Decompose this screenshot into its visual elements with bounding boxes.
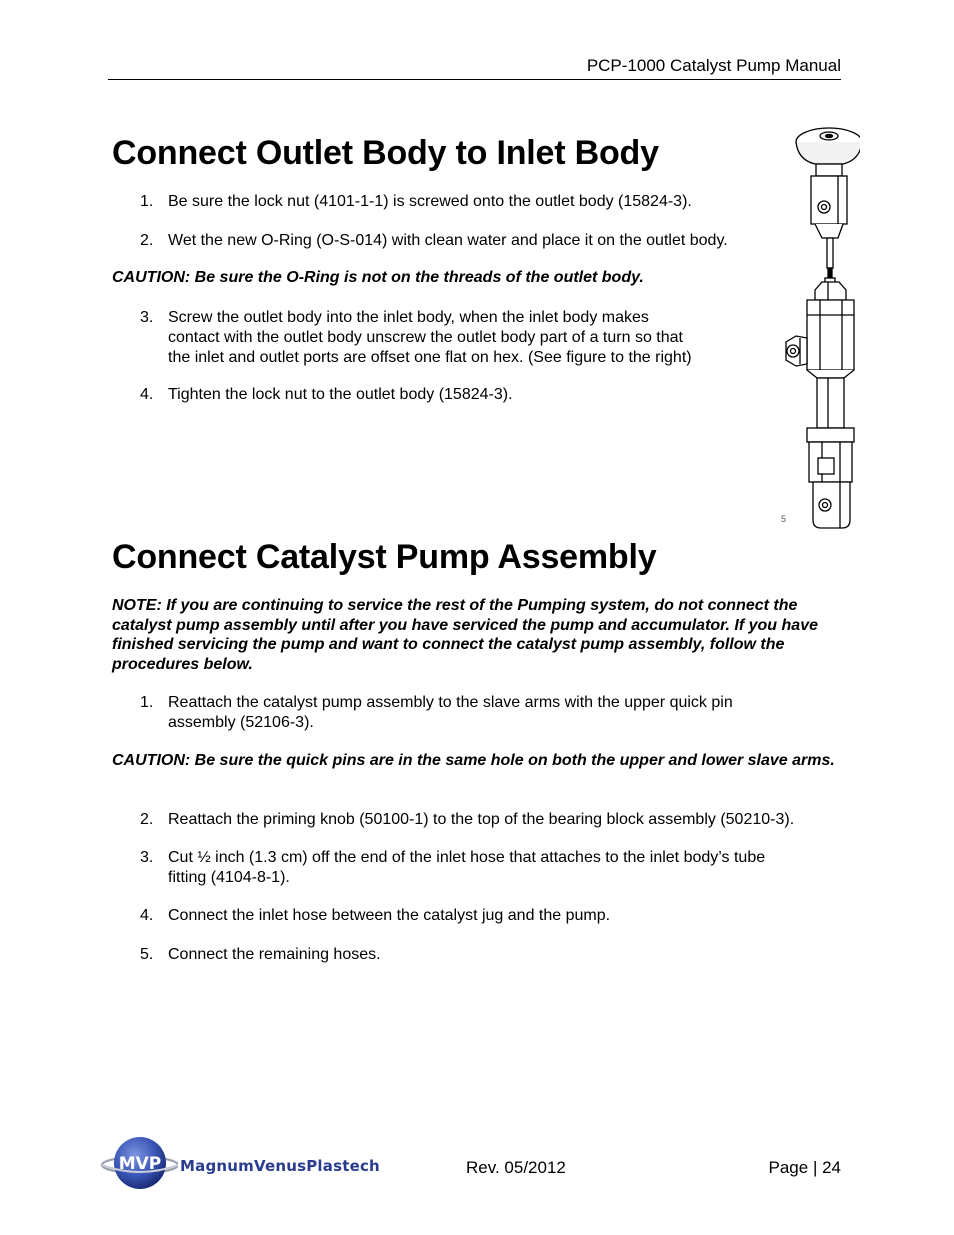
list-item-number: 5. <box>140 946 154 963</box>
list-item-number: 4. <box>140 907 154 924</box>
list-item-number: 2. <box>140 811 154 828</box>
list-item-text: the inlet and outlet ports are offset one flat on hex. (See figure to the right) <box>168 349 692 366</box>
list-item-text: contact with the outlet body unscrew the outlet body part of a turn so that <box>168 329 683 346</box>
list-item-text: Connect the inlet hose between the catalyst jug and the pump. <box>168 907 611 924</box>
list-item-number: 2. <box>140 232 154 249</box>
caution-quick-pins: CAUTION: Be sure the quick pins are in the same hole on both the upper and lower slave arms. <box>112 752 835 769</box>
company-logo <box>98 1133 388 1195</box>
page-number: Page | 24 <box>768 1158 841 1177</box>
logo-badge-text: MVP <box>118 1154 162 1174</box>
note-servicing: NOTE: If you are continuing to service the rest of the Pumping system, do not connect the catalyst pump assembly until after you have serviced the pump and accumulator. If you have finished servicing the pump and want to connect the catalyst pump assembly, follow the procedures below. <box>112 597 818 674</box>
list-item-text: Cut ½ inch (1.3 cm) off the end of the inlet hose that attaches to the inlet body’s tube <box>168 849 766 866</box>
list-item-number: 3. <box>140 849 154 866</box>
section-heading-outlet-inlet: Connect Outlet Body to Inlet Body <box>112 134 659 172</box>
list-item-number: 3. <box>140 309 154 326</box>
list-item-number: 1. <box>140 694 154 711</box>
pump-assembly-figure <box>770 120 860 535</box>
list-item-text: Reattach the priming knob (50100-1) to the top of the bearing block assembly (50210-3). <box>168 811 795 828</box>
list-item-text: Screw the outlet body into the inlet body, when the inlet body makes <box>168 309 649 326</box>
list-item-number: 1. <box>140 193 154 210</box>
list-item-text: Tighten the lock nut to the outlet body (15824-3). <box>168 386 513 403</box>
list-item-text: Connect the remaining hoses. <box>168 946 381 963</box>
list-item-number: 4. <box>140 386 154 403</box>
list-item-text: Be sure the lock nut (4101-1-1) is screwed onto the outlet body (15824-3). <box>168 193 692 210</box>
document-title: PCP-1000 Catalyst Pump Manual <box>586 56 841 75</box>
list-item-text: fitting (4104-8-1). <box>168 869 290 886</box>
list-item-text: assembly (52106-3). <box>168 714 314 731</box>
mvp-logo-icon <box>98 1133 178 1193</box>
figure-mark: 5 <box>781 514 787 524</box>
header-divider <box>108 79 841 80</box>
list-item-text: Wet the new O-Ring (O-S-014) with clean water and place it on the outlet body. <box>168 232 728 249</box>
revision-date: Rev. 05/2012 <box>466 1158 566 1177</box>
list-item-text: Reattach the catalyst pump assembly to the slave arms with the upper quick pin <box>168 694 733 711</box>
section-heading-catalyst-pump: Connect Catalyst Pump Assembly <box>112 538 657 576</box>
caution-oring: CAUTION: Be sure the O-Ring is not on the threads of the outlet body. <box>112 269 644 286</box>
logo-wordmark: MagnumVenusPlastech <box>180 1157 380 1175</box>
